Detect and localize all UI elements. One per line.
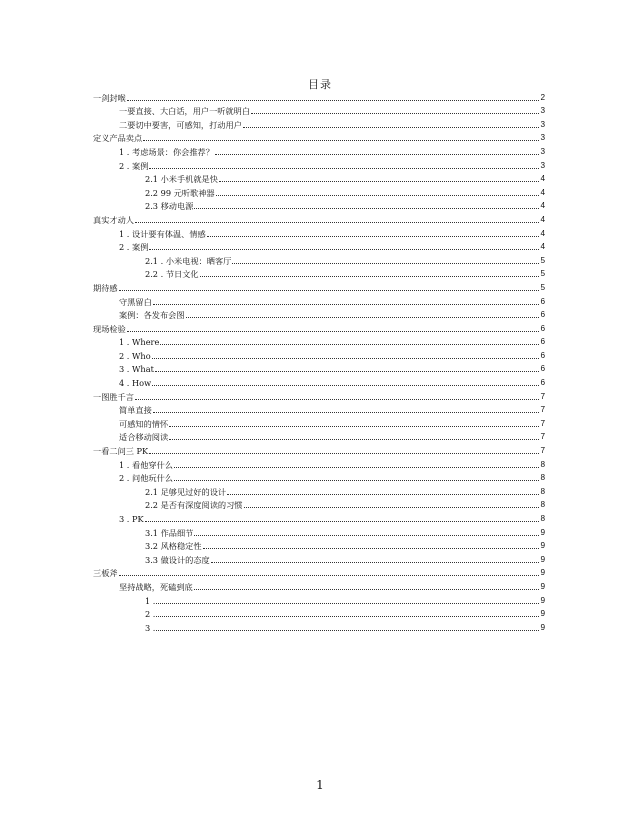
dot-leader	[119, 575, 540, 576]
toc-entry-text: 2.1 小米手机就是快	[145, 174, 218, 185]
toc-entry-text: 2 . 问他玩什么	[119, 473, 173, 484]
toc-entry[interactable]	[93, 130, 545, 144]
dot-leader	[169, 426, 539, 427]
toc-entry-text: 一要直接、大白话，用户一听就明白	[119, 106, 251, 117]
toc-entry[interactable]	[93, 184, 545, 198]
toc-entry[interactable]	[93, 578, 545, 592]
toc-entry[interactable]	[93, 429, 545, 443]
dot-leader	[149, 453, 539, 454]
toc-entry-text: 一图胜千言	[93, 391, 134, 402]
toc-entry[interactable]	[93, 402, 545, 416]
toc-entry[interactable]	[93, 239, 545, 253]
toc-entry-text: 2.1 . 小米电视：晒客厅	[145, 255, 232, 266]
toc-entry[interactable]	[93, 347, 545, 361]
toc-entry[interactable]	[93, 171, 545, 185]
dot-leader	[156, 630, 539, 631]
toc-entry[interactable]	[93, 497, 545, 511]
toc-entry[interactable]	[93, 293, 545, 307]
dot-leader	[232, 263, 539, 264]
dot-leader	[135, 222, 539, 223]
toc-entry[interactable]	[93, 279, 545, 293]
dot-leader	[174, 480, 539, 481]
dot-leader	[219, 181, 540, 182]
dot-leader	[149, 249, 539, 250]
dot-leader	[194, 589, 540, 590]
dot-leader	[194, 208, 539, 209]
dot-leader	[156, 603, 539, 604]
dot-leader	[160, 344, 539, 345]
dot-leader	[149, 168, 539, 169]
toc-entry[interactable]	[93, 103, 545, 117]
dot-leader	[156, 616, 539, 617]
dot-leader	[227, 494, 539, 495]
dot-leader	[127, 331, 540, 332]
dot-leader	[251, 113, 539, 114]
toc-entry-text: 1 . 设计要有体温、情感	[119, 228, 206, 239]
toc-entry-text: 适合移动阅读	[119, 432, 169, 443]
toc-entry[interactable]	[93, 538, 545, 552]
toc-entry-page: 4	[540, 174, 545, 184]
dot-leader	[143, 140, 539, 141]
toc-entry-text: 3 . What	[119, 364, 154, 375]
toc-entry-page: 7	[540, 418, 545, 428]
dot-leader	[152, 385, 539, 386]
dot-leader	[244, 507, 540, 508]
toc-entry[interactable]	[93, 334, 545, 348]
toc-entry-text: 3 .	[145, 622, 156, 633]
toc-entry-page: 9	[540, 609, 545, 619]
toc-entry-text: 2.3 移动电源	[145, 201, 194, 212]
toc-entry-page: 8	[540, 514, 545, 523]
toc-entry-text: 3.2 风格稳定性	[145, 541, 202, 552]
dot-leader	[194, 535, 539, 536]
toc-entry[interactable]	[93, 361, 545, 375]
dot-leader	[243, 127, 540, 128]
toc-entry-text: 真实才动人	[93, 214, 134, 225]
toc-entry[interactable]	[93, 116, 545, 130]
toc-entry-page: 7	[540, 432, 545, 442]
toc-entry-text: 守黑留白	[119, 296, 152, 307]
toc-entry-page: 7	[540, 391, 545, 401]
dot-leader	[211, 562, 540, 563]
toc-entry-text: 二要切中要害，可感知，打动用户	[119, 119, 242, 130]
dot-leader	[145, 521, 540, 522]
toc-entry-text: 一看二问三 PK	[93, 446, 149, 457]
toc-entry-text: 案例：各发布会图	[119, 310, 185, 321]
toc-entry[interactable]	[93, 211, 545, 225]
toc-entry[interactable]	[93, 619, 545, 633]
toc-entry-page: 9	[540, 541, 545, 551]
toc-entry[interactable]	[93, 415, 545, 429]
toc-entry-page: 4	[540, 242, 545, 252]
toc-entry-text: 三板斧	[93, 568, 118, 579]
toc-entry-text: 3.1 作品细节	[145, 527, 194, 538]
toc-entry-page: 3	[540, 160, 545, 170]
table-of-contents	[93, 89, 545, 633]
toc-entry-page: 8	[540, 500, 545, 510]
toc-entry[interactable]	[93, 524, 545, 538]
toc-entry[interactable]	[93, 266, 545, 280]
toc-entry-text: 3.3 做设计的态度	[145, 554, 210, 565]
toc-entry[interactable]	[93, 592, 545, 606]
page-number: 1	[316, 778, 324, 792]
toc-entry[interactable]	[93, 252, 545, 266]
toc-entry-page: 4	[540, 187, 545, 197]
toc-entry-page: 9	[540, 527, 545, 537]
toc-entry-page: 6	[540, 310, 545, 320]
toc-entry-page: 6	[540, 364, 545, 374]
toc-entry-page: 7	[540, 446, 545, 456]
toc-entry-text: 2 . 案例	[119, 160, 149, 171]
toc-entry-page: 6	[540, 350, 545, 360]
toc-entry-page: 6	[540, 296, 545, 306]
toc-entry-page: 4	[540, 228, 545, 238]
toc-entry[interactable]	[93, 565, 545, 579]
toc-title: 目录	[308, 78, 332, 91]
dot-leader	[152, 358, 540, 359]
toc-entry-page: 3	[540, 133, 545, 143]
toc-entry-text: 1 . 考虑场景：你会推荐？	[119, 146, 214, 157]
toc-entry[interactable]	[93, 456, 545, 470]
toc-entry[interactable]	[93, 157, 545, 171]
toc-entry[interactable]	[93, 442, 545, 456]
toc-entry[interactable]	[93, 225, 545, 239]
toc-entry-page: 5	[540, 269, 545, 279]
toc-entry-text: 一剑封喉	[93, 92, 126, 103]
toc-entry-page: 7	[540, 405, 545, 415]
toc-entry-page: 3	[540, 119, 545, 129]
toc-entry-page: 6	[540, 323, 545, 333]
dot-leader	[200, 276, 540, 277]
toc-entry-text: 2 . Who	[119, 350, 151, 361]
toc-entry-page: 8	[540, 459, 545, 469]
toc-entry-text: 2.2 是否有深度阅读的习惯	[145, 500, 243, 511]
toc-entry[interactable]	[93, 606, 545, 620]
toc-entry[interactable]	[93, 470, 545, 484]
toc-entry-text: 2.1 足够见过好的设计	[145, 486, 227, 497]
toc-entry-page: 5	[540, 282, 545, 292]
dot-leader	[216, 195, 540, 196]
toc-entry-text: 现场检验	[93, 323, 126, 334]
dot-leader	[155, 371, 540, 372]
toc-entry-text: 2 . 案例	[119, 242, 149, 253]
toc-entry[interactable]	[93, 551, 545, 565]
dot-leader	[127, 100, 540, 101]
toc-entry-page: 2	[540, 92, 545, 102]
toc-entry[interactable]	[93, 483, 545, 497]
dot-leader	[215, 154, 540, 155]
dot-leader	[119, 290, 540, 291]
toc-entry[interactable]	[93, 374, 545, 388]
toc-entry-page: 3	[540, 106, 545, 116]
toc-entry-page: 9	[540, 622, 545, 632]
dot-leader	[186, 317, 540, 318]
toc-entry-text: 2.2 99 元听歌神器	[145, 187, 215, 198]
toc-entry-page: 9	[540, 554, 545, 564]
toc-entry[interactable]	[93, 510, 545, 524]
toc-entry-text: 可感知的情怀	[119, 418, 169, 429]
toc-entry-text: 3 . PK	[119, 514, 144, 524]
dot-leader	[135, 399, 539, 400]
toc-entry-page: 8	[540, 486, 545, 496]
toc-entry[interactable]	[93, 320, 545, 334]
dot-leader	[207, 236, 540, 237]
toc-entry[interactable]	[93, 307, 545, 321]
toc-entry-text: 期待感	[93, 282, 118, 293]
dot-leader	[203, 548, 540, 549]
dot-leader	[153, 304, 540, 305]
toc-entry-text: 4 . How	[119, 378, 152, 389]
toc-entry-page: 5	[540, 255, 545, 265]
toc-entry[interactable]	[93, 89, 545, 103]
toc-entry-page: 6	[540, 337, 545, 347]
toc-entry-page: 6	[540, 378, 545, 388]
dot-leader	[174, 467, 539, 468]
toc-entry-page: 9	[540, 568, 545, 578]
toc-entry-text: 1 . Where	[119, 337, 160, 348]
dot-leader	[169, 439, 539, 440]
toc-entry-text: 定义产品卖点	[93, 133, 143, 144]
toc-entry-text: 1 . 看他穿什么	[119, 459, 173, 470]
toc-entry[interactable]	[93, 388, 545, 402]
toc-entry-text: 坚持战略，死磕到底	[119, 581, 193, 592]
dot-leader	[153, 412, 540, 413]
toc-entry-page: 3	[540, 146, 545, 156]
toc-entry-text: 1 .	[145, 595, 156, 606]
toc-entry-page: 9	[540, 595, 545, 605]
toc-entry-page: 8	[540, 473, 545, 483]
toc-entry-text: 2.2 . 节日文化	[145, 269, 199, 280]
toc-entry[interactable]	[93, 198, 545, 212]
toc-entry-page: 4	[540, 214, 545, 224]
toc-entry-text: 2 .	[145, 609, 156, 620]
toc-entry-page: 9	[540, 581, 545, 591]
toc-entry[interactable]	[93, 143, 545, 157]
toc-entry-page: 4	[540, 201, 545, 211]
toc-entry-text: 简单直接	[119, 405, 152, 416]
